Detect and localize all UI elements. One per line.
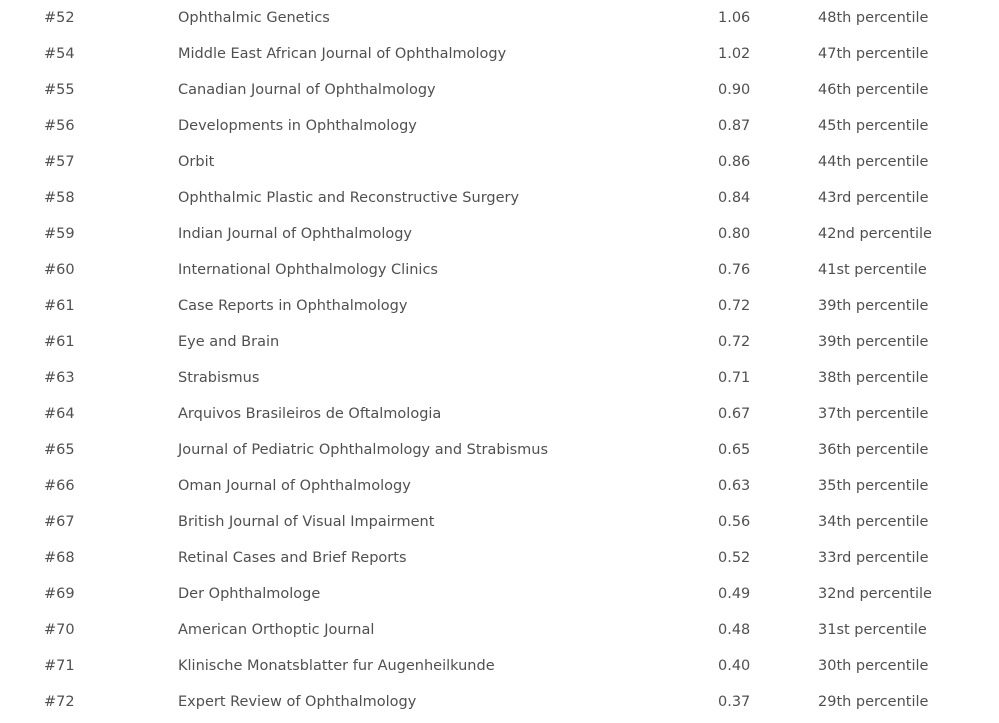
rank-cell: #71 — [44, 658, 75, 674]
table-row — [0, 576, 999, 612]
rank-cell: #67 — [44, 514, 75, 530]
journal-title-link[interactable]: International Ophthalmology Clinics — [178, 262, 438, 278]
journal-title-link[interactable]: American Orthoptic Journal — [178, 622, 375, 638]
journal-title-link[interactable]: Indian Journal of Ophthalmology — [178, 226, 413, 242]
table-row — [0, 288, 999, 324]
rank-cell: #66 — [44, 478, 75, 494]
score-cell: 0.56 — [718, 514, 751, 530]
rank-cell: #63 — [44, 370, 75, 386]
rank-cell: #56 — [44, 118, 75, 134]
table-row — [0, 72, 999, 108]
score-cell: 0.40 — [718, 658, 751, 674]
rank-cell: #55 — [44, 82, 75, 98]
journal-title-link[interactable]: Der Ophthalmologe — [178, 586, 321, 602]
rank-cell: #65 — [44, 442, 75, 458]
percentile-cell: 31st percentile — [818, 622, 927, 638]
journal-title-link[interactable]: British Journal of Visual Impairment — [178, 514, 435, 530]
score-cell: 0.37 — [718, 694, 751, 710]
percentile-cell: 43rd percentile — [818, 190, 929, 206]
journal-title-link[interactable]: Canadian Journal of Ophthalmology — [178, 82, 436, 98]
journal-title-link[interactable]: Oman Journal of Ophthalmology — [178, 478, 411, 494]
journal-title-link[interactable]: Ophthalmic Genetics — [178, 10, 330, 26]
rank-cell: #57 — [44, 154, 75, 170]
percentile-cell: 39th percentile — [818, 334, 929, 350]
percentile-cell: 38th percentile — [818, 370, 929, 386]
table-row — [0, 432, 999, 468]
table-row — [0, 36, 999, 72]
rank-cell: #61 — [44, 298, 75, 314]
rank-cell: #72 — [44, 694, 75, 710]
table-row — [0, 108, 999, 144]
percentile-cell: 37th percentile — [818, 406, 929, 422]
rank-cell: #54 — [44, 46, 75, 62]
table-row — [0, 396, 999, 432]
score-cell: 0.72 — [718, 298, 751, 314]
table-row — [0, 540, 999, 576]
rank-cell: #60 — [44, 262, 75, 278]
score-cell: 0.52 — [718, 550, 751, 566]
score-cell: 0.48 — [718, 622, 751, 638]
percentile-cell: 46th percentile — [818, 82, 929, 98]
table-row — [0, 324, 999, 360]
journal-title-link[interactable]: Middle East African Journal of Ophthalmology — [178, 46, 507, 62]
score-cell: 0.84 — [718, 190, 751, 206]
table-row — [0, 504, 999, 540]
journal-title-link[interactable]: Klinische Monatsblatter fur Augenheilkunde — [178, 658, 495, 674]
table-row — [0, 180, 999, 216]
journal-title-link[interactable]: Ophthalmic Plastic and Reconstructive Surgery — [178, 190, 520, 206]
journal-title-link[interactable]: Strabismus — [178, 370, 260, 386]
score-cell: 1.02 — [718, 46, 751, 62]
journal-title-link[interactable]: Eye and Brain — [178, 334, 280, 350]
score-cell: 0.63 — [718, 478, 751, 494]
table-row — [0, 612, 999, 648]
journal-title-link[interactable]: Expert Review of Ophthalmology — [178, 694, 417, 710]
rank-cell: #68 — [44, 550, 75, 566]
percentile-cell: 48th percentile — [818, 10, 929, 26]
score-cell: 1.06 — [718, 10, 751, 26]
percentile-cell: 45th percentile — [818, 118, 929, 134]
table-row — [0, 144, 999, 180]
table-row — [0, 468, 999, 504]
score-cell: 0.65 — [718, 442, 751, 458]
journal-title-link[interactable]: Case Reports in Ophthalmology — [178, 298, 408, 314]
percentile-cell: 36th percentile — [818, 442, 929, 458]
percentile-cell: 42nd percentile — [818, 226, 932, 242]
rank-cell: #59 — [44, 226, 75, 242]
score-cell: 0.90 — [718, 82, 751, 98]
rank-cell: #52 — [44, 10, 75, 26]
score-cell: 0.49 — [718, 586, 751, 602]
table-row — [0, 252, 999, 288]
journal-title-link[interactable]: Orbit — [178, 154, 215, 170]
journal-title-link[interactable]: Arquivos Brasileiros de Oftalmologia — [178, 406, 442, 422]
rank-cell: #58 — [44, 190, 75, 206]
journal-title-link[interactable]: Journal of Pediatric Ophthalmology and Strabismus — [178, 442, 549, 458]
score-cell: 0.71 — [718, 370, 751, 386]
rank-cell: #69 — [44, 586, 75, 602]
percentile-cell: 39th percentile — [818, 298, 929, 314]
percentile-cell: 47th percentile — [818, 46, 929, 62]
journal-title-link[interactable]: Developments in Ophthalmology — [178, 118, 417, 134]
table-row — [0, 216, 999, 252]
percentile-cell: 41st percentile — [818, 262, 927, 278]
score-cell: 0.67 — [718, 406, 751, 422]
table-row — [0, 0, 999, 36]
score-cell: 0.72 — [718, 334, 751, 350]
rank-cell: #64 — [44, 406, 75, 422]
rank-cell: #70 — [44, 622, 75, 638]
score-cell: 0.80 — [718, 226, 751, 242]
percentile-cell: 32nd percentile — [818, 586, 932, 602]
journal-title-link[interactable]: Retinal Cases and Brief Reports — [178, 550, 407, 566]
percentile-cell: 33rd percentile — [818, 550, 929, 566]
percentile-cell: 35th percentile — [818, 478, 929, 494]
rank-cell: #61 — [44, 334, 75, 350]
score-cell: 0.76 — [718, 262, 751, 278]
score-cell: 0.86 — [718, 154, 751, 170]
percentile-cell: 29th percentile — [818, 694, 929, 710]
percentile-cell: 34th percentile — [818, 514, 929, 530]
percentile-cell: 30th percentile — [818, 658, 929, 674]
table-row — [0, 360, 999, 396]
table-row — [0, 684, 999, 720]
table-row — [0, 648, 999, 684]
percentile-cell: 44th percentile — [818, 154, 929, 170]
score-cell: 0.87 — [718, 118, 751, 134]
